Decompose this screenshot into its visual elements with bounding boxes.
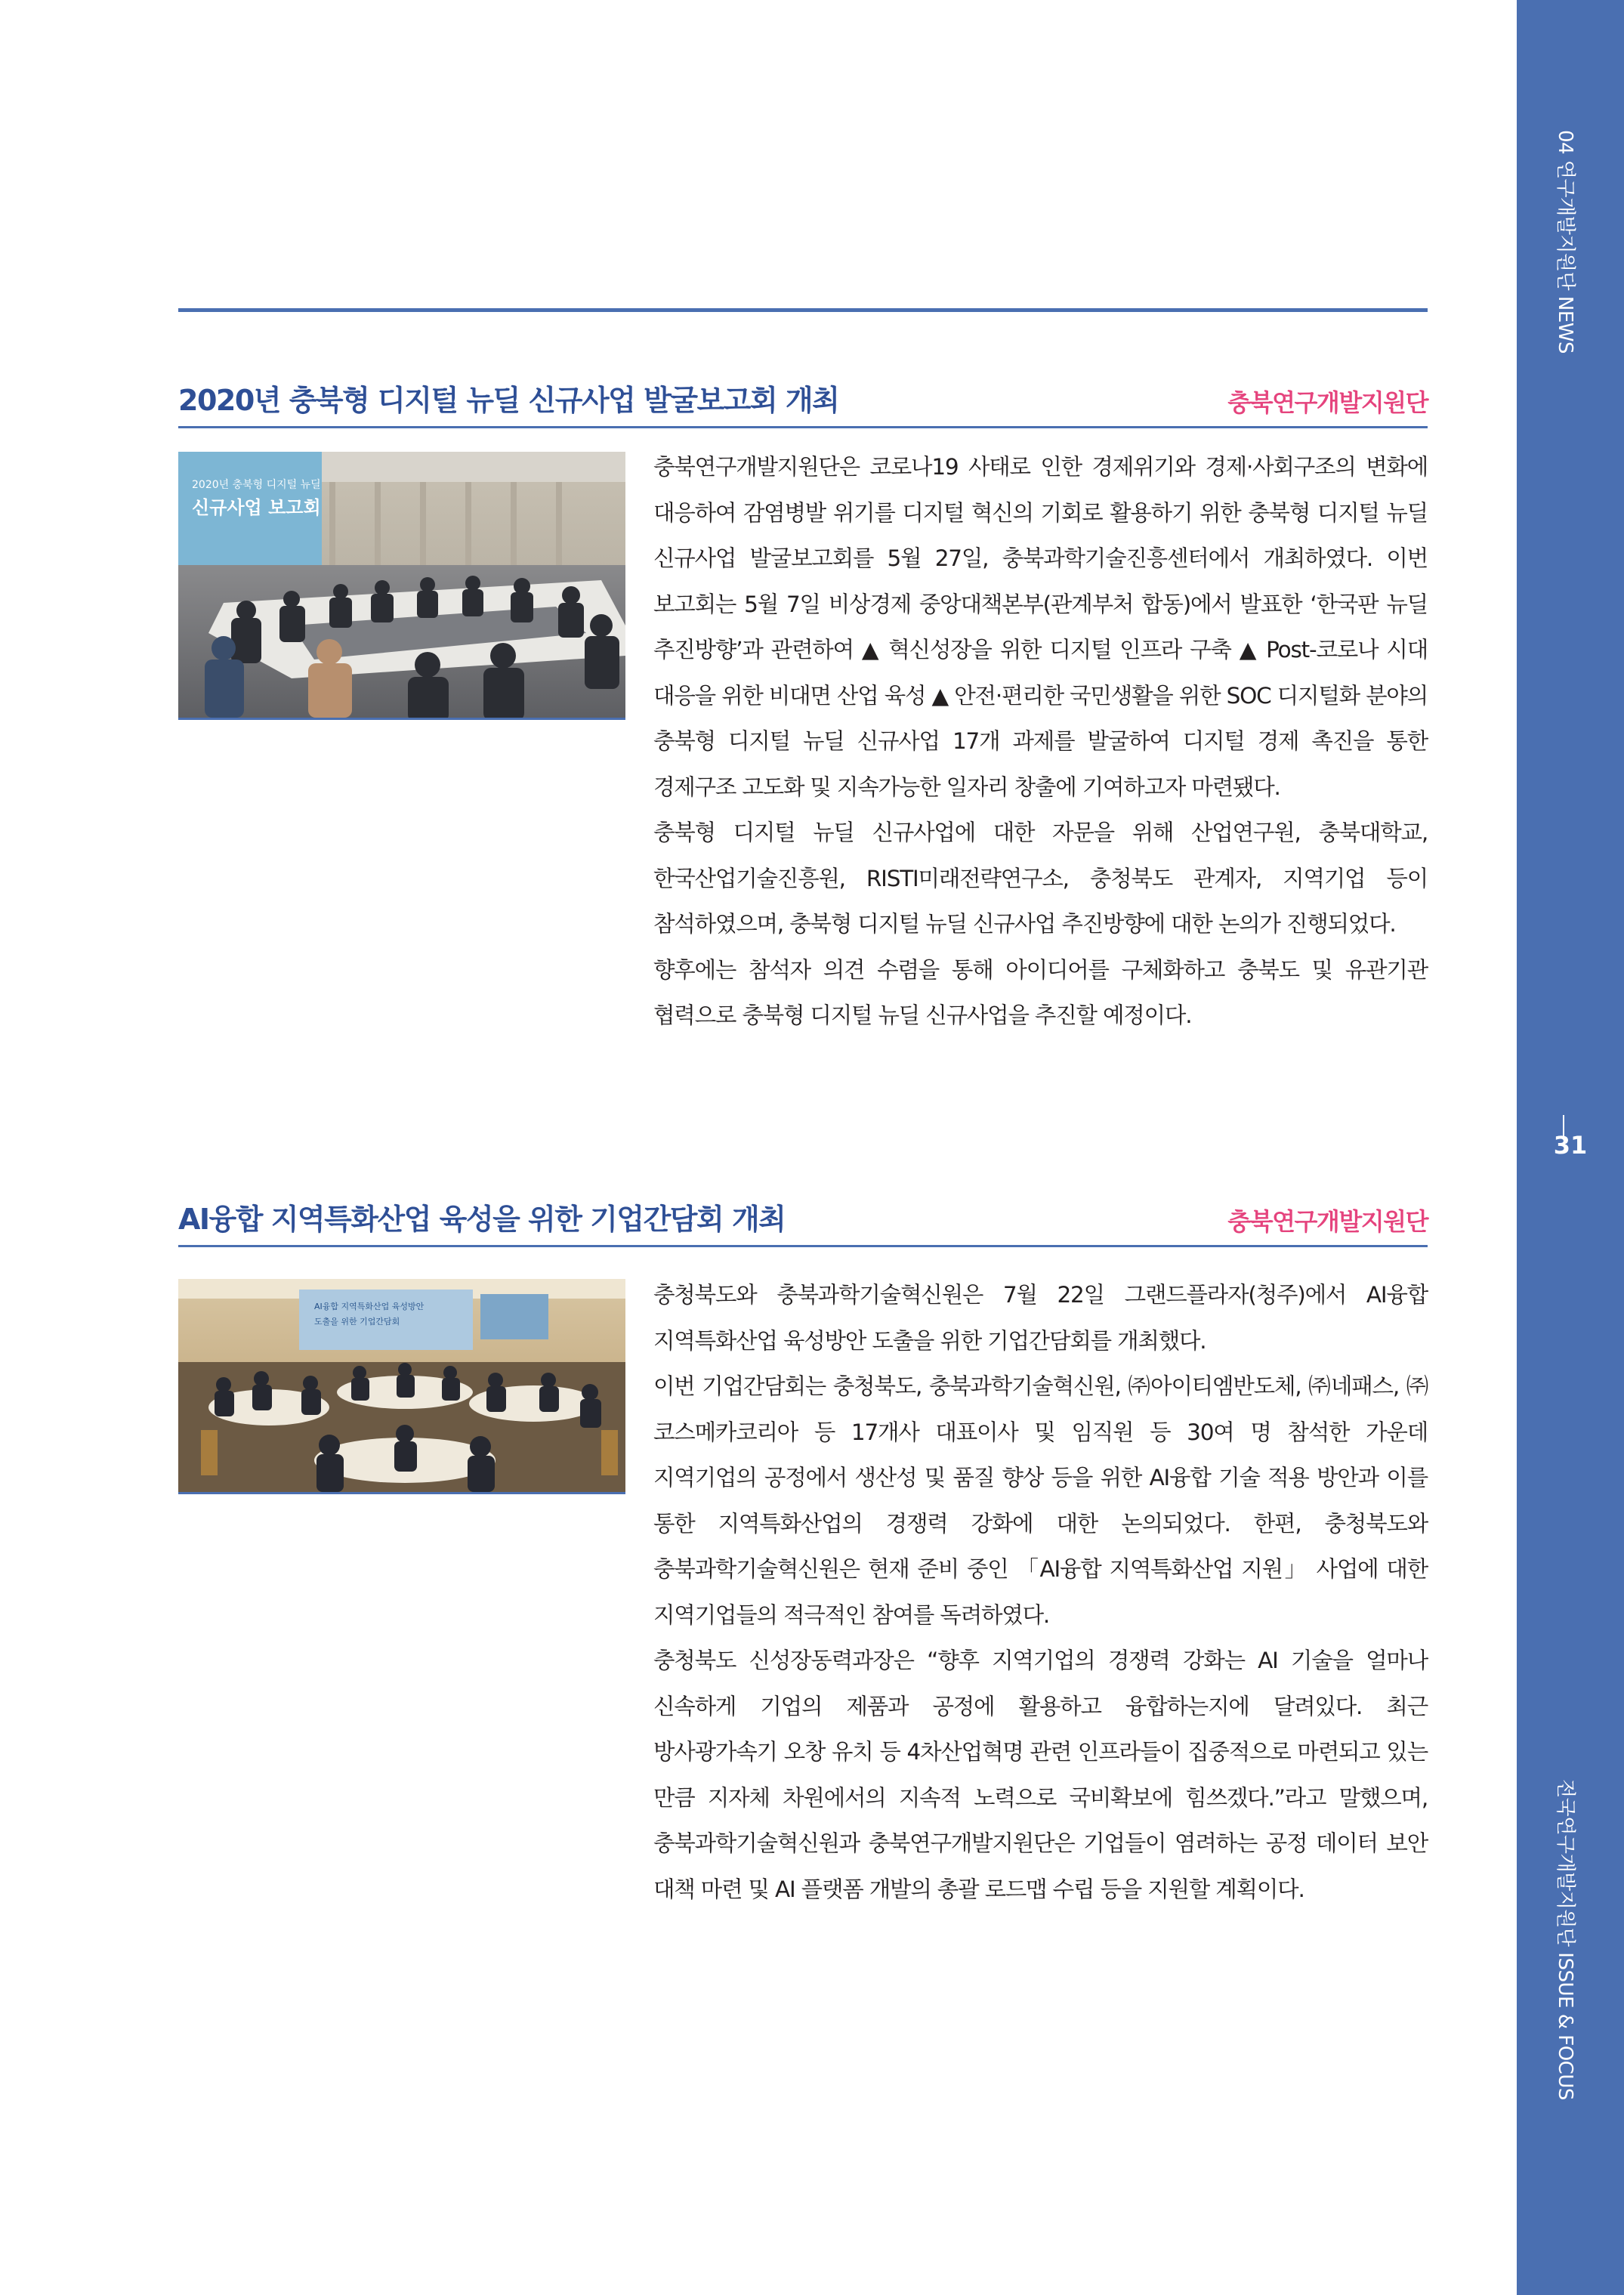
section-label-issue-focus: 전국연구개발지원단 ISSUE & FOCUS xyxy=(1554,1779,1576,2100)
article2-body xyxy=(653,1272,1428,1912)
top-rule xyxy=(178,308,1428,312)
article1-header xyxy=(178,379,1428,428)
article2-header xyxy=(178,1198,1428,1247)
article1-body xyxy=(653,444,1428,1039)
article2-paragraph: 충청북도 신성장동력과장은 “향후 지역기업의 경쟁력 강화는 AI 기술을 얼마나 신속하게 기업의 제품과 공정에 활용하고 융합하는지에 달려있다. 최근 방사광가속기 오창 유치 등 4차산업혁명 관련 인프라들이 집중적으로 마련되고 있는 만큼 지자체 차원에서의 지속적 노력으로 국비확보에 힘쓰겠다.”라고 말했으며, 충북과학기술혁신원과 충북연구개발지원단은 기업들이 염려하는 공정 데이터 보안 대책 마련 및 AI 플랫폼 개발의 총괄 로드맵 수립 등을 지원할 계획이다. xyxy=(653,1648,1428,1902)
article2-org: 충북연구개발지원단 xyxy=(1227,1207,1428,1236)
page-number: 31 xyxy=(1553,1131,1588,1160)
svg-text:2020년 충북형 디지털 뉴딜: 2020년 충북형 디지털 뉴딜 xyxy=(192,479,321,491)
article1-photo xyxy=(178,452,625,720)
article2-paragraph: 충청북도와 충북과학기술혁신원은 7월 22일 그랜드플라자(청주)에서 AI융합 지역특화산업 육성방안 도출을 위한 기업간담회를 개최했다. xyxy=(653,1282,1428,1354)
article1-paragraph: 충북연구개발지원단은 코로나19 사태로 인한 경제위기와 경제·사회구조의 변화에 대응하여 감염병발 위기를 디지털 혁신의 기회로 활용하기 위한 충북형 디지털 뉴딜 신규사업 발굴보고회를 5월 27일, 충북과학기술진흥센터에서 개최하였다. 이번 보고회는 5월 7일 비상경제 중앙대책본부(관계부처 합동)에서 발표한 ‘한국판 뉴딜 추진방향’과 관련하여 ▲ 혁신성장을 위한 디지털 인프라 구축 ▲ Post-코로나 시대 대응을 위한 비대면 산업 육성 ▲ 안전·편리한 국민생활을 위한 SOC 디지털화 분야의 충북형 디지털 뉴딜 신규사업 17개 과제를 발굴하여 디지털 경제 촉진을 통한 경제구조 고도화 및 지속가능한 일자리 창출에 기여하고자 마련됐다. xyxy=(653,454,1428,800)
section-label-news: 04 연구개발지원단 NEWS xyxy=(1554,130,1576,354)
svg-text:도출을 위한 기업간담회: 도출을 위한 기업간담회 xyxy=(314,1317,400,1327)
article1-title: 2020년 충북형 디지털 뉴딜 신규사업 발굴보고회 개최 xyxy=(178,384,839,417)
article1-paragraph: 충북형 디지털 뉴딜 신규사업에 대한 자문을 위해 산업연구원, 충북대학교, 한국산업기술진흥원, RISTI미래전략연구소, 충청북도 관계자, 지역기업 등이 참석하였으며, 충북형 디지털 뉴딜 신규사업 추진방향에 대한 논의가 진행되었다. xyxy=(653,820,1428,937)
article2-title: AI융합 지역특화산업 육성을 위한 기업간담회 개최 xyxy=(178,1203,786,1236)
article1-paragraph: 향후에는 참석자 의견 수렴을 통해 아이디어를 구체화하고 충북도 및 유관기관 협력으로 충북형 디지털 뉴딜 신규사업을 추진할 예정이다. xyxy=(653,956,1428,1028)
svg-text:신규사업 보고회: 신규사업 보고회 xyxy=(192,497,321,518)
svg-text:AI융합 지역특화산업 육성방안: AI융합 지역특화산업 육성방안 xyxy=(314,1302,425,1311)
article2-paragraph: 이번 기업간담회는 충청북도, 충북과학기술혁신원, ㈜아이티엠반도체, ㈜네패스, ㈜코스메카코리아 등 17개사 대표이사 및 임직원 등 30여 명 참석한 가운데 지역기업의 공정에서 생산성 및 품질 향상 등을 위한 AI융합 기술 적용 방안과 이를 통한 지역특화산업의 경쟁력 강화에 대한 논의되었다. 한편, 충청북도와 충북과학기술혁신원은 현재 준비 중인 「AI융합 지역특화산업 지원」 사업에 대한 지역기업들의 적극적인 참여를 독려하였다. xyxy=(653,1373,1428,1628)
article2-photo xyxy=(178,1279,625,1494)
article1-org: 충북연구개발지원단 xyxy=(1227,388,1428,417)
